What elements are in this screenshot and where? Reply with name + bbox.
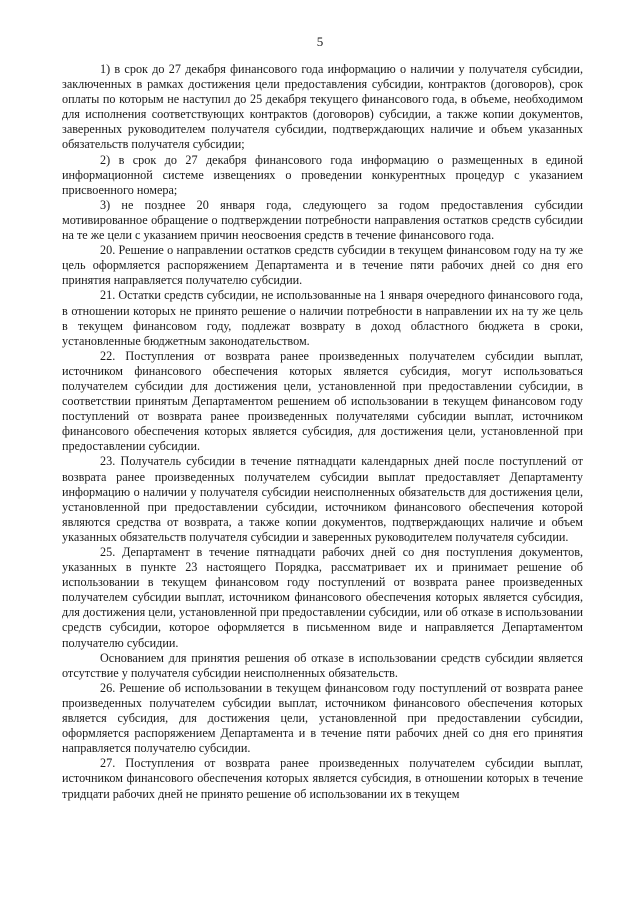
- paragraph-refusal-basis: Основанием для принятия решения об отказе в использовании средств субсидии является отсутствие у получателя субсидии неисполненных обязательств.: [62, 650, 583, 680]
- paragraph-27: 27. Поступления от возврата ранее произведенных получателем субсидии выплат, источником финансового обеспечения которых является субсидия, в отношении которых в течение тридцати рабочих дней не принято решение об использовании их в текущем: [62, 756, 583, 801]
- paragraph-26: 26. Решение об использовании в текущем финансовом году поступлений от возврата ранее произведенных получателем субсидии выплат, источником финансового обеспечения которых является субсидия, для достижения цели, установленной при предоставлении субсидии, оформляется распоряжением Департамента и в течение пяти рабочих дней со дня его принятия направляется получателю субсидии.: [62, 680, 583, 756]
- paragraph-21: 21. Остатки средств субсидии, не использованные на 1 января очередного финансового года, в отношении которых не принято решение о наличии потребности в направлении их на ту же цель в текущем финансовом году, подлежат возврату в доход областного бюджета в сроки, установленные бюджетным законодательством.: [62, 288, 583, 348]
- paragraph-2: 2) в срок до 27 декабря финансового года информацию о размещенных в единой информационной системе извещениях о проведении конкурентных процедур с указанием присвоенного номера;: [62, 152, 583, 197]
- paragraph-23: 23. Получатель субсидии в течение пятнадцати календарных дней после поступлений от возврата ранее произведенных получателем субсидии выплат предоставляет Департаменту информацию о наличии у получателя субсидии неисполненных обязательств для достижения цели, установленной при предоставлении субсидии, источником финансового обеспечения которой являются средства от возврата, а также копии документов, подтверждающих наличие и объем указанных обязательств получателя субсидии и заверенных руководителем получателя субсидии.: [62, 454, 583, 544]
- document-body: [62, 62, 583, 802]
- paragraph-25: 25. Департамент в течение пятнадцати рабочих дней со дня поступления документов, указанных в пункте 23 настоящего Порядка, рассматривает их и принимает решение об использовании в текущем финансовом году поступлений от возврата ранее произведенных получателем субсидии выплат, источником финансового обеспечения которых является субсидия, для достижения цели, установленной при предоставлении субсидии, или об отказе в использовании средств субсидии, которое оформляется в письменном виде и направляется Департаментом получателю субсидии.: [62, 545, 583, 650]
- paragraph-22: 22. Поступления от возврата ранее произведенных получателем субсидии выплат, источником финансового обеспечения которых является субсидия, могут использоваться получателем субсидии для достижения цели, установленной при предоставлении субсидии, в соответствии принятым Департаментом решением об использовании в текущем финансовом году поступлений от возврата ранее произведенных получателями субсидии выплат, источником финансового обеспечения которых является субсидия, для достижения цели, установленной при предоставлении субсидии.: [62, 348, 583, 454]
- paragraph-3: 3) не позднее 20 января года, следующего за годом предоставления субсидии мотивированное обращение о подтверждении потребности направления остатков средств субсидии на те же цели с указанием причин неосвоения средств в течение финансового года.: [62, 197, 583, 243]
- page-number: 5: [316, 34, 324, 49]
- paragraph-1: 1) в срок до 27 декабря финансового года информацию о наличии у получателя субсидии, заключенных в рамках достижения цели предоставления субсидии, контрактов (договоров), срок оплаты по которым не наступил до 25 декабря текущего финансового года, в объеме, необходимом для исполнения соответствующих контрактов (договоров) субсидии, а также копии документов, заверенных руководителем получателя субсидии, подтверждающих наличие и объем указанных обязательств получателя субсидии;: [62, 62, 583, 152]
- paragraph-20: 20. Решение о направлении остатков средств субсидии в текущем финансовом году на ту же цель оформляется распоряжением Департамента и в течение пяти рабочих дней со дня его принятия направляется получателю субсидии.: [62, 243, 583, 288]
